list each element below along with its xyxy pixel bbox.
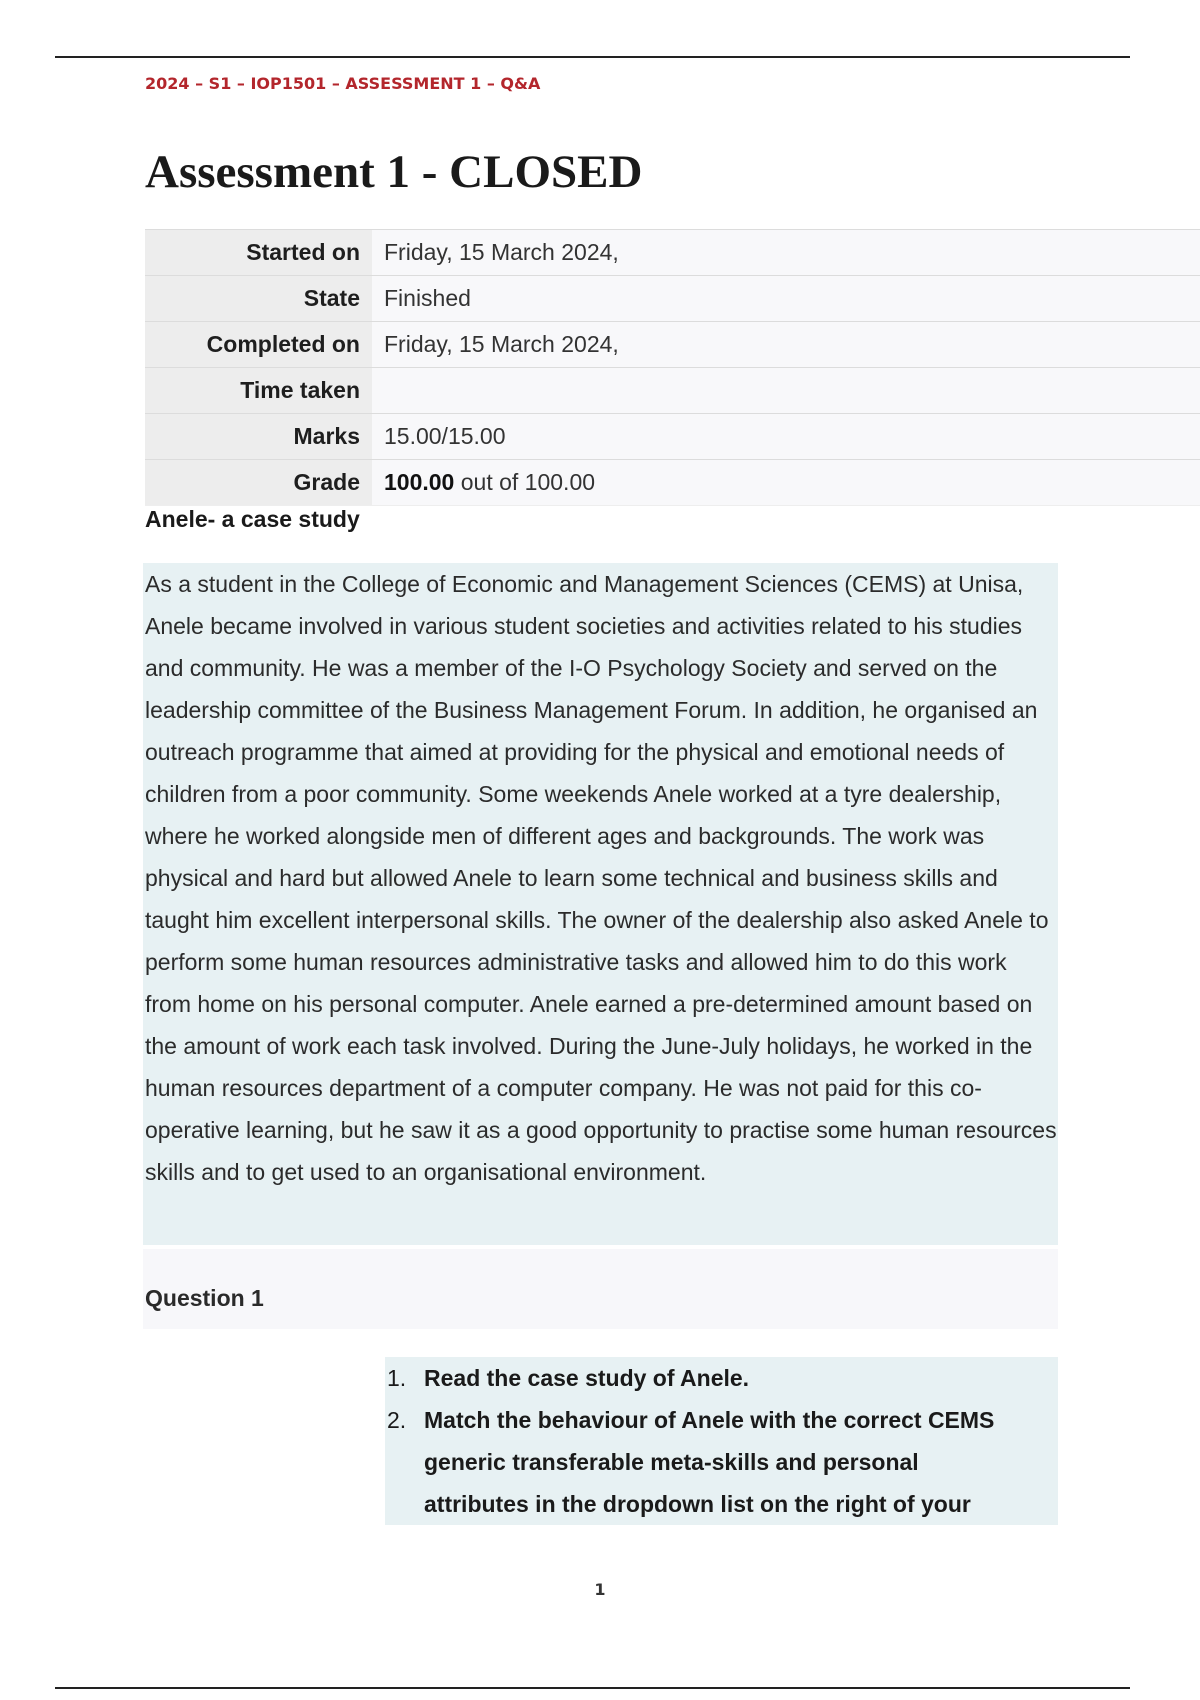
case-study-text: As a student in the College of Economic and Management Sciences (CEMS) at Unisa, Anele became involved in various student societies and activities related to his studies and community. He was a member of the I-O Psychology Society and served on the leadership committee of the Business Management Forum. In addition, he organised an outreach programme that aimed at providing for the physical and emotional needs of children from a poor community. Some weekends Anele worked at a tyre dealership, where he worked alongside men of different ages and backgrounds. The work was physical and hard but allowed Anele to learn some technical and business skills and taught him excellent interpersonal skills. The owner of the dealership also asked Anele to perform some human resources administrative tasks and allowed him to do this work from home on his personal computer. Anele earned a pre-determined amount based on the amount of work each task involved. During the June-July holidays, he worked in the human resources department of a computer company. He was not paid for this co-operative learning, but he saw it as a good opportunity to practise some human resources skills and to get used to an organisational environment.: [145, 571, 1057, 1185]
list-item-text: Match the behaviour of Anele with the correct CEMS generic transferable meta-skills and personal attributes in the dropdown list on the right of your: [424, 1407, 995, 1517]
list-item-number: 2.: [387, 1407, 407, 1433]
grade-score: 100.00: [384, 469, 455, 495]
summary-label: Completed on: [145, 322, 372, 368]
attempt-summary-table: [145, 229, 1200, 506]
case-study-box: [143, 563, 1058, 1245]
summary-row-grade: [145, 460, 1200, 506]
summary-row-state: [145, 276, 1200, 322]
summary-value: [372, 368, 1200, 414]
bottom-rule: [55, 1687, 1130, 1689]
case-study-heading: Anele- a case study: [145, 506, 360, 532]
list-item-number: 1.: [387, 1365, 407, 1391]
summary-label: Grade: [145, 460, 372, 506]
summary-row-time-taken: [145, 368, 1200, 414]
summary-label: State: [145, 276, 372, 322]
summary-value: [372, 460, 1200, 506]
question-header: [143, 1249, 1058, 1329]
grade-out-of: out of 100.00: [454, 469, 596, 495]
question-instructions: [385, 1357, 1058, 1525]
summary-label: Started on: [145, 230, 372, 276]
summary-value: Friday, 15 March 2024,: [372, 322, 1200, 368]
question-title: Question 1: [145, 1285, 264, 1311]
summary-value: Friday, 15 March 2024,: [372, 230, 1200, 276]
list-item: [385, 1399, 1024, 1525]
document-header: 2024 – S1 – IOP1501 – ASSESSMENT 1 – Q&A: [145, 74, 541, 93]
page-number: 1: [594, 1580, 606, 1599]
top-rule: [55, 56, 1130, 58]
summary-label: Marks: [145, 414, 372, 460]
list-item-text: Read the case study of Anele.: [424, 1365, 750, 1391]
summary-label: Time taken: [145, 368, 372, 414]
list-item: [385, 1357, 1024, 1399]
instructions-list: [385, 1357, 1058, 1525]
summary-value: 15.00/15.00: [372, 414, 1200, 460]
summary-row-marks: [145, 414, 1200, 460]
summary-row-completed-on: [145, 322, 1200, 368]
summary-row-started-on: [145, 230, 1200, 276]
summary-value: Finished: [372, 276, 1200, 322]
page-title: Assessment 1 - CLOSED: [145, 146, 643, 198]
